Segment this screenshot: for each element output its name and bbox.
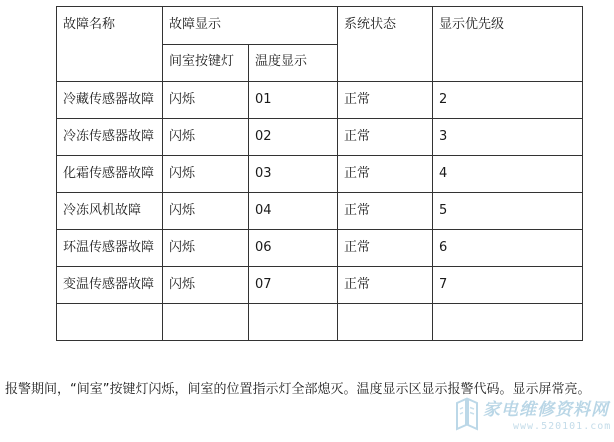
cell-code: 02 — [249, 119, 338, 156]
header-system-status: 系统状态 — [338, 7, 433, 82]
cell-code: 06 — [249, 230, 338, 267]
table-row — [57, 119, 583, 156]
header-fault-name: 故障名称 — [57, 7, 163, 82]
cell-priority: 4 — [433, 156, 583, 193]
site-watermark — [455, 395, 611, 439]
alarm-note-paragraph: 报警期间，“间室”按键灯闪烁，间室的位置指示灯全部熄灭。温度显示区显示报警代码。显示屏常亮。 — [5, 382, 591, 397]
header-room-key-light: 间室按键灯 — [163, 45, 249, 82]
cell-priority: 7 — [433, 267, 583, 304]
cell-empty — [57, 304, 163, 341]
cell-status: 正常 — [338, 230, 433, 267]
cell-status: 正常 — [338, 156, 433, 193]
book-logo-icon — [455, 397, 479, 431]
header-display-priority: 显示优先级 — [433, 7, 583, 82]
table-row-empty — [57, 304, 583, 341]
cell-key-light: 闪烁 — [163, 267, 249, 304]
table-header-row — [57, 7, 583, 45]
cell-key-light: 闪烁 — [163, 230, 249, 267]
cell-key-light: 闪烁 — [163, 193, 249, 230]
cell-empty — [249, 304, 338, 341]
cell-status: 正常 — [338, 267, 433, 304]
cell-fault: 冷冻风机故障 — [57, 193, 163, 230]
cell-status: 正常 — [338, 119, 433, 156]
cell-code: 07 — [249, 267, 338, 304]
cell-key-light: 闪烁 — [163, 156, 249, 193]
cell-empty — [338, 304, 433, 341]
table-row — [57, 193, 583, 230]
cell-code: 03 — [249, 156, 338, 193]
cell-fault: 化霜传感器故障 — [57, 156, 163, 193]
cell-priority: 6 — [433, 230, 583, 267]
cell-status: 正常 — [338, 82, 433, 119]
table-row — [57, 82, 583, 119]
cell-code: 01 — [249, 82, 338, 119]
cell-code: 04 — [249, 193, 338, 230]
cell-key-light: 闪烁 — [163, 82, 249, 119]
cell-priority: 2 — [433, 82, 583, 119]
cell-status: 正常 — [338, 193, 433, 230]
table-row — [57, 156, 583, 193]
watermark-title: 家电维修资料网 — [483, 400, 609, 420]
cell-priority: 3 — [433, 119, 583, 156]
watermark-url: www.520101.com — [513, 421, 612, 432]
cell-key-light: 闪烁 — [163, 119, 249, 156]
table-row — [57, 267, 583, 304]
cell-fault: 变温传感器故障 — [57, 267, 163, 304]
table-row — [57, 230, 583, 267]
header-temp-display: 温度显示 — [249, 45, 338, 82]
cell-fault: 环温传感器故障 — [57, 230, 163, 267]
cell-fault: 冷冻传感器故障 — [57, 119, 163, 156]
cell-empty — [433, 304, 583, 341]
fault-table — [56, 6, 583, 341]
cell-empty — [163, 304, 249, 341]
cell-fault: 冷藏传感器故障 — [57, 82, 163, 119]
cell-priority: 5 — [433, 193, 583, 230]
header-fault-display: 故障显示 — [163, 7, 338, 45]
